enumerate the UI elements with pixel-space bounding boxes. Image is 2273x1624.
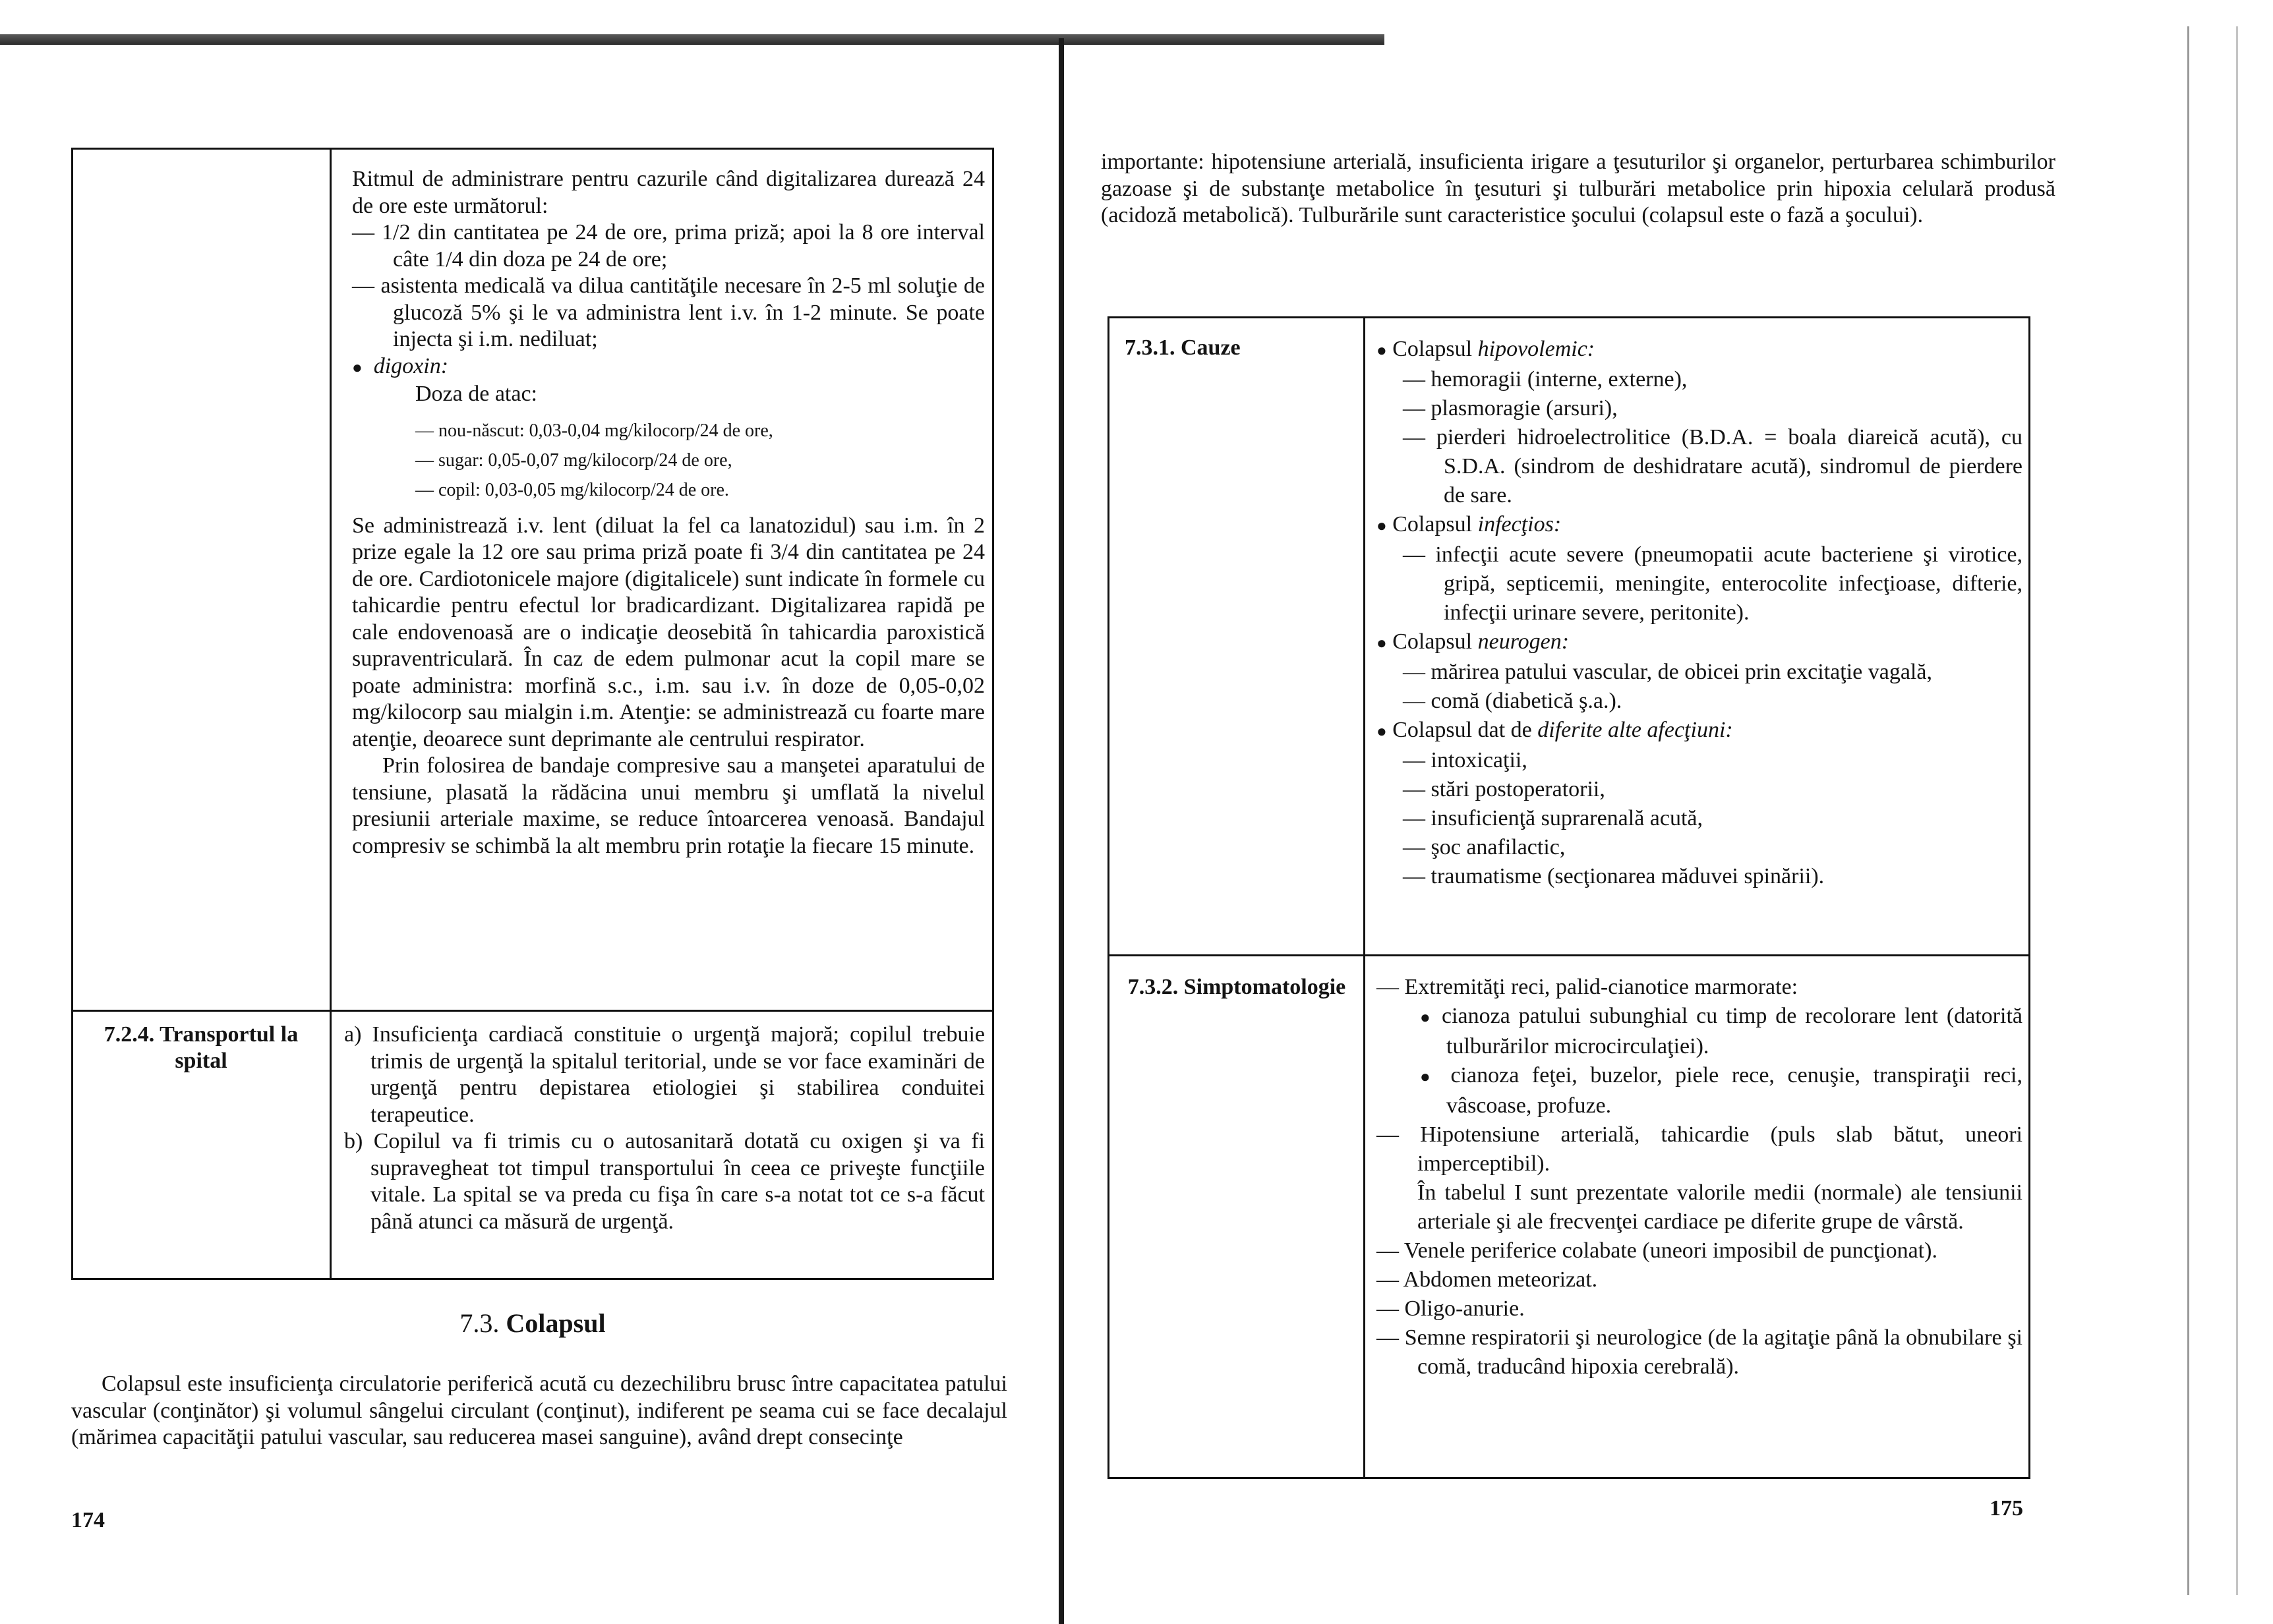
- book-gutter: [1059, 38, 1064, 1624]
- dose-step: — 1/2 din cantitatea pe 24 de ore, prima priză; apoi la 8 ore interval câte 1/4 din doza pe 24 de ore;: [352, 220, 985, 272]
- colaps-intro: Colapsul este insuficienţa circulatorie periferică acută cu dezechilibru brusc între capacitatea patului vascular (conţinător) şi volumul sângelui circulant (conţinut), indiferent pe seama cui se face decalajul (mărimea capacităţii patului vascular, sau reducerea masei sanguine), având drept consecinţe: [71, 1372, 1007, 1449]
- right-page: [1064, 0, 2273, 1624]
- cause-item: — mărirea patului vascular, de obicei prin excitaţie vagală,: [1403, 660, 1932, 684]
- cause-neurogen: [1376, 627, 2022, 658]
- dose-item: — nou-născut: 0,03-0,04 mg/kilocorp/24 de ore,: [415, 420, 773, 441]
- dilution-step: — asistenta medicală va dilua cantităţile necesare în 2-5 ml soluţie de glucoză 5% şi le va administra lent i.v. în 1-2 minute. Se poate injecta şi i.m. nediluat;: [352, 274, 985, 351]
- bullet-icon: ●: [1376, 722, 1387, 741]
- cause-item: — pierderi hidroelectrolitice (B.D.A. = boala diareică acută), cu S.D.A. (sindrom de deshidratare acută), sindromul de pierdere de sare.: [1403, 425, 2022, 508]
- symptom-item: — Oligo-anurie.: [1376, 1296, 1525, 1321]
- symptom-subitem-text: cianoza feţei, buzelor, piele rece, cenuşie, transpiraţii reci, vâscoase, profuze.: [1446, 1063, 2022, 1118]
- bullet-icon: ●: [1376, 516, 1387, 535]
- bandaj-paragraph: Prin folosirea de bandaje compresive sau a manşetei aparatului de tensiune, plasată la rădăcina unui membru şi umflată la nivelul presiunii arteriale maxime, se reduce întoarcerea venoasă. Bandajul compresiv se schimbă la alt membru prin rotaţie la fiecare 15 minute.: [352, 753, 985, 858]
- cause-type: diferite alte afecţiuni:: [1537, 718, 1733, 742]
- bullet-icon: ●: [1376, 341, 1387, 360]
- cause-label: Colapsul dat de: [1392, 718, 1532, 742]
- symptom-note: În tabelul I sunt prezentate valorile medii (normale) ale tensiunii arteriale şi ale frecvenţei cardiace pe diferite grupe de vârstă.: [1417, 1180, 2022, 1234]
- transport-heading: [79, 1022, 323, 1074]
- dose-item: — sugar: 0,05-0,07 mg/kilocorp/24 de ore,: [415, 450, 732, 471]
- cause-label: Colapsul: [1392, 337, 1473, 361]
- cause-item: — plasmoragie (arsuri),: [1403, 396, 1618, 420]
- symptom-subitem: [1376, 1002, 2022, 1061]
- cauze-heading: 7.3.1. Cauze: [1125, 335, 1241, 360]
- table-row-divider: [71, 1010, 994, 1012]
- simptom-heading: 7.3.2. Simptomatologie: [1127, 975, 1346, 999]
- transport-cell: [344, 1022, 985, 1235]
- section-name: Colapsul: [506, 1308, 606, 1338]
- bullet-icon: ●: [1420, 1067, 1438, 1086]
- table-row-divider: [1107, 954, 2030, 956]
- cause-type: infecţios:: [1477, 512, 1562, 536]
- cause-type: neurogen:: [1477, 629, 1570, 654]
- left-page: [0, 0, 1059, 1624]
- cause-item: — hemoragii (interne, externe),: [1403, 367, 1688, 392]
- section-title: [71, 1308, 994, 1339]
- cause-item: — infecţii acute severe (pneumopatii acute bacteriene şi virotice, gripă, septicemii, meningite, enterocolite infecţioase, difterie, infecţii urinare severe, peritonite).: [1403, 542, 2022, 625]
- bullet-icon: ●: [1420, 1008, 1434, 1027]
- cause-alte: [1376, 716, 2022, 746]
- simptom-cell: [1376, 973, 2022, 1381]
- bullet-icon: ●: [1376, 633, 1387, 652]
- symptom-item: — Venele periferice colabate (uneori imposibil de puncţionat).: [1376, 1238, 1937, 1263]
- cause-type: hipovolemic:: [1477, 337, 1595, 361]
- ritm-text: Ritmul de administrare pentru cazurile când digitalizarea durează 24 de ore este următorul:: [352, 167, 985, 218]
- table-column-divider: [1363, 316, 1365, 1479]
- symptom-subitem: [1376, 1061, 2022, 1120]
- admin-paragraph: Se administrează i.v. lent (diluat la fel ca lanatozidul) sau i.m. în 2 prize egale la 12 ore sau prima priză poate fi 3/4 din cantitatea pe 24 de ore. Cardiotonicele majore (digitalicele) sunt indicate în formele cu tahicardie pentru efectul lor bradicardizant. Digitalizarea rapidă pe cale endovenoasă are o indicaţie deosebită în tahicardia paroxistică supraventriculară. În caz de edem pulmonar acut la copil mare se poate administra: morfină s.c., i.m. sau i.v. în doze de 0,05-0,02 mg/kilocorp sau mialgin i.m. Atenţie: se administrează cu foarte mare atenţie, deoarece sunt deprimante ale centrului respirator.: [352, 513, 985, 751]
- dose-list: [352, 416, 985, 505]
- symptom-item: — Hipotensiune arterială, tahicardie (puls slab bătut, uneori imperceptibil).: [1376, 1122, 2022, 1176]
- transport-heading-text: 7.2.4. Transportul la spital: [103, 1022, 299, 1073]
- cauze-cell: [1376, 335, 2022, 891]
- bullet-icon: ●: [352, 357, 363, 377]
- transport-b: b) Copilul va fi trimis cu o autosanitară dotată cu oxigen şi va fi supravegheat tot timpul transportului în ceea ce priveşte funcţiile vitale. La spital se va preda cu fişa în care s-a notat tot ce s-a făcut până atunci ca măsură de urgenţă.: [344, 1129, 985, 1234]
- cause-label: Colapsul: [1392, 629, 1473, 654]
- cause-item: — intoxicaţii,: [1403, 748, 1527, 772]
- symptom-item: — Semne respiratorii şi neurologice (de la agitaţie până la obnubilare şi comă, traducând hipoxia cerebrală).: [1376, 1325, 2022, 1379]
- symptom-item: — Abdomen meteorizat.: [1376, 1267, 1598, 1292]
- page-number-right: 175: [1990, 1496, 2023, 1521]
- section-number: 7.3.: [459, 1308, 500, 1338]
- table-column-divider: [330, 148, 332, 1280]
- consequences-paragraph: importante: hipotensiune arterială, insuficienta irigare a ţesuturilor şi organelor, perturbarea schimburilor gazoase şi de substanţe metabolice în ţesuturi şi tulburări metabolice prin hipoxia celulară produsă (acidoză metabolică). Tulburările sunt caracteristice şocului (colapsul este o fază a şocului).: [1101, 150, 2055, 227]
- cause-item: — traumatisme (secţionarea măduvei spinării).: [1403, 864, 1825, 888]
- symptom-subitem-text: cianoza patului subunghial cu timp de recolorare lent (datorită tulburărilor microcirculaţiei).: [1441, 1004, 2022, 1058]
- digitalizare-cell: [352, 166, 985, 859]
- page-number-left: 174: [71, 1508, 105, 1532]
- transport-a: a) Insuficienţa cardiacă constituie o urgenţă majoră; copilul trebuie trimis de urgenţă la spitalul teritorial, unde se vor face examinări de urgenţă pentru depistarea etiologiei şi stabilirea conduitei terapeutice.: [344, 1022, 985, 1127]
- cause-item: — insuficienţă suprarenală acută,: [1403, 806, 1703, 830]
- cause-infectios: [1376, 510, 2022, 540]
- dose-item: — copil: 0,03-0,05 mg/kilocorp/24 de ore.: [415, 479, 729, 500]
- doza-label: Doza de atac:: [415, 382, 537, 406]
- digoxin-bullet: [352, 353, 985, 382]
- cause-item: — şoc anafilactic,: [1403, 835, 1566, 859]
- cause-item: — stări postoperatorii,: [1403, 777, 1605, 801]
- symptom-item: — Extremităţi reci, palid-cianotice marmorate:: [1376, 975, 1798, 999]
- cause-item: — comă (diabetică ş.a.).: [1403, 689, 1622, 713]
- digoxin-label: digoxin:: [373, 353, 449, 378]
- cause-label: Colapsul: [1392, 512, 1473, 536]
- cause-hipovolemic: [1376, 335, 2022, 365]
